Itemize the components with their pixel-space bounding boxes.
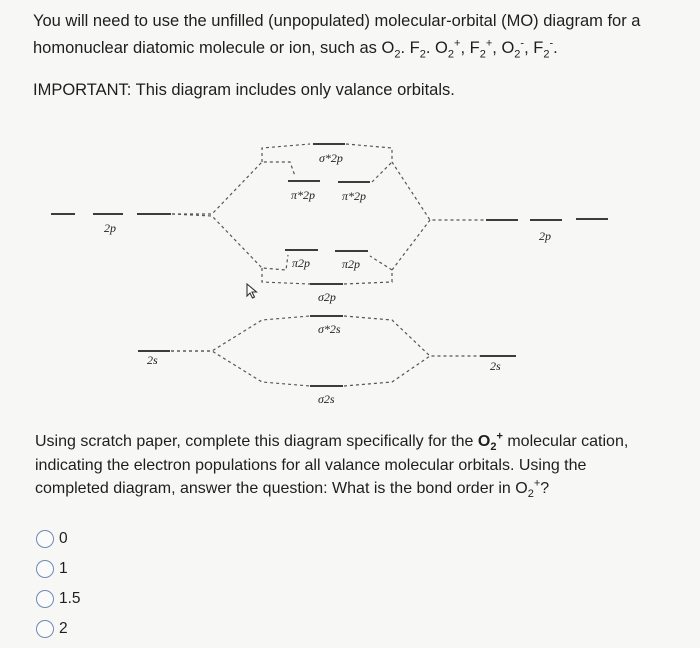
option-label: 1	[59, 560, 68, 577]
radio-button[interactable]	[36, 590, 54, 608]
species-formula: $F_2^+$,	[469, 37, 502, 61]
question-line-3: completed diagram, answer the question: What is the bond order in $O_2^+$?	[35, 477, 550, 501]
option-0[interactable]	[36, 524, 81, 554]
label-sigma-2s: σ2s	[318, 392, 335, 406]
question-text	[35, 430, 665, 501]
answer-options	[36, 524, 81, 644]
label-right-2s: 2s	[490, 359, 501, 373]
species-formula: $F_2$.	[409, 39, 436, 61]
label-sigma-star-2p: σ*2p	[319, 151, 343, 165]
intro-text	[33, 8, 673, 62]
species-formula: $F_2^-$.	[533, 37, 558, 61]
option-label: 1.5	[59, 590, 81, 607]
label-right-2p: 2p	[539, 229, 551, 243]
intro-line-1: You will need to use the unfilled (unpopulated) molecular-orbital (MO) diagram for a	[33, 12, 641, 30]
o2-plus-formula: $O_2^+$	[477, 430, 503, 454]
species-formula: $O_2^-$,	[501, 37, 534, 61]
mouse-cursor-icon	[246, 283, 260, 299]
species-formula: $O_2$.	[381, 39, 410, 61]
label-sigma-2p: σ2p	[318, 290, 336, 304]
option-label: 0	[59, 530, 68, 547]
option-1-5[interactable]	[36, 584, 81, 614]
radio-button[interactable]	[36, 560, 54, 578]
important-note: IMPORTANT: This diagram includes only valance orbitals.	[33, 81, 455, 99]
label-sigma-star-2s: σ*2s	[318, 322, 341, 336]
o2-plus-formula: $O_2^+$	[515, 477, 541, 501]
correlation-dashes	[171, 144, 486, 386]
mo-diagram	[0, 130, 700, 410]
question-line-2: indicating the electron populations for all valance molecular orbitals. Using the	[35, 456, 587, 474]
option-label: 2	[59, 620, 68, 637]
radio-button[interactable]	[36, 530, 54, 548]
intro-line-2: homonuclear diatomic molecule or ion, such as $O_2$. $F_2$. $O_2^+$, $F_2^+$, $O_2^-$, $F_2^-$.	[33, 37, 558, 61]
label-pi-2p-b: π2p	[342, 257, 361, 271]
label-left-2p: 2p	[104, 221, 116, 235]
species-list	[381, 37, 558, 61]
question-line-1: Using scratch paper, complete this diagram specifically for the $O_2^+$ molecular cation,	[35, 430, 629, 454]
option-2[interactable]	[36, 614, 81, 644]
species-formula: $O_2^+$,	[435, 37, 470, 61]
radio-button[interactable]	[36, 620, 54, 638]
label-pi-2p-a: π2p	[292, 256, 311, 270]
label-pi-star-2p-a: π*2p	[291, 188, 316, 202]
label-pi-star-2p-b: π*2p	[342, 189, 367, 203]
option-1[interactable]	[36, 554, 81, 584]
label-left-2s: 2s	[147, 353, 158, 367]
